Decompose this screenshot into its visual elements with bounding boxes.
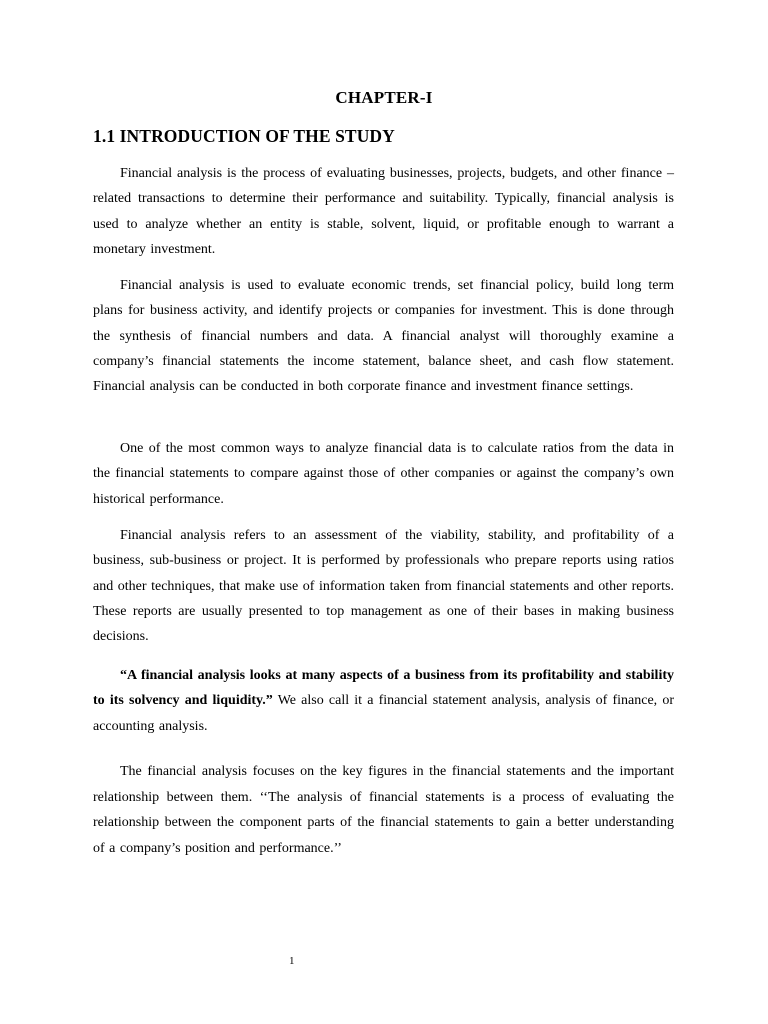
paragraph-5 [93,663,674,739]
paragraph-5-rest: We also call it a financial statement analysis, analysis of finance, or accounting analysis. [93,693,674,734]
chapter-title: CHAPTER-I [335,88,433,107]
paragraph-3: One of the most common ways to analyze financial data is to calculate ratios from the data in the financial statements to compare against those of other companies or against the company’s own historical performance. [93,441,674,507]
paragraph-6: The financial analysis focuses on the key figures in the financial statements and the important relationship between them. ‘‘The analysis of financial statements is a process of evaluating the relationship between the component parts of the financial statements to gain a better understanding of a company’s position and performance.’’ [93,764,674,856]
page-number: 1 [289,955,295,967]
paragraph-2: Financial analysis is used to evaluate economic trends, set financial policy, build long term plans for business activity, and identify projects or companies for investment. This is done through the synthesis of financial numbers and data. A financial analyst will thoroughly examine a company’s financial statements the income statement, balance sheet, and cash flow statement. Financial analysis can be conducted in both corporate finance and investment finance settings. [93,278,674,395]
section-heading: 1.1 INTRODUCTION OF THE STUDY [93,126,395,146]
quote-bold: “A financial analysis looks at many aspects of a business from its profitability and stability to its solvency and liquidity.” [93,668,674,709]
paragraph-1: Financial analysis is the process of evaluating businesses, projects, budgets, and other finance – related transactions to determine their performance and suitability. Typically, financial analysis is used to analyze whether an entity is stable, solvent, liquid, or profitable enough to warrant a monetary investment. [93,166,674,257]
paragraph-4: Financial analysis refers to an assessment of the viability, stability, and profitability of a business, sub-business or project. It is performed by professionals who prepare reports using ratios and other techniques, that make use of information taken from financial statements and other reports. These reports are usually presented to top management as one of their bases in making business decisions. [93,528,674,645]
